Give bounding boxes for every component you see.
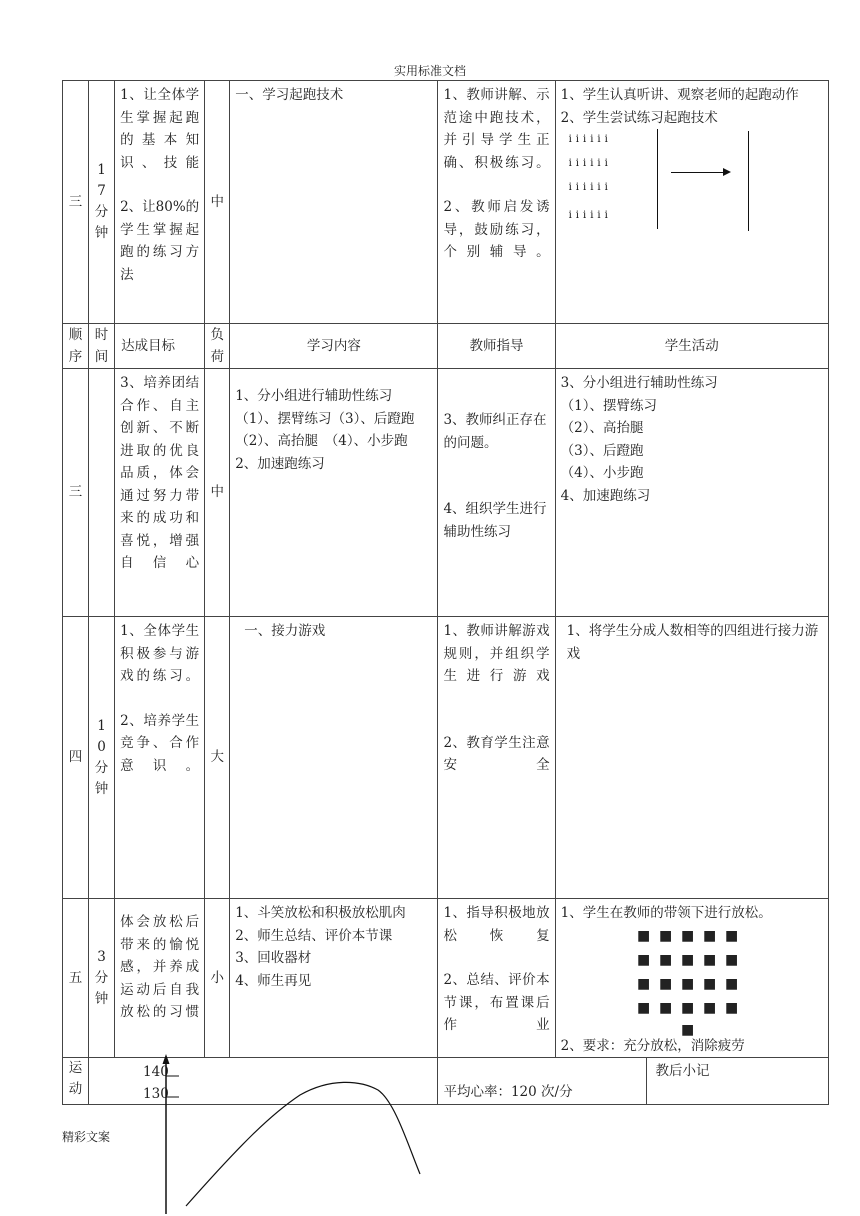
- runner-icons-row: ⅰⅰⅰⅰⅰⅰ: [568, 134, 612, 145]
- row3-load: 大: [205, 617, 230, 899]
- finish-line: [748, 131, 749, 231]
- row3-time: 1 0 分 钟: [89, 617, 115, 899]
- tick-140: 140: [143, 1064, 169, 1080]
- row1-goal: 1、让全体学生掌握起跑的基本知识、技能 2、让80%的学生掌握起跑的练习方法: [115, 81, 205, 324]
- header-teacher: 教师指导: [438, 324, 555, 369]
- row1-content: 一、学习起跑技术: [230, 81, 438, 324]
- post-lesson-notes: 教后小记: [655, 1063, 710, 1079]
- relax-formation-diagram: [561, 925, 823, 1038]
- person-icon: ■: [658, 975, 673, 992]
- row2-teacher: 3、教师纠正存在的问题。 4、组织学生进行辅助性练习: [438, 369, 555, 617]
- person-icon: ■: [724, 927, 739, 944]
- person-icon: ■: [636, 999, 651, 1016]
- runners-diagram: [561, 129, 823, 249]
- person-icon: ■: [658, 951, 673, 968]
- row2-load: 中: [205, 369, 230, 617]
- person-icon: ■: [724, 999, 739, 1016]
- row1-teacher: 1、教师讲解、示范途中跑技术，并引导学生正确、积极练习。 2、教师启发诱导，鼓励练习，个别辅导。: [438, 81, 555, 324]
- tick-130: 130: [143, 1086, 169, 1102]
- y-axis-arrow-icon: [163, 1054, 170, 1064]
- person-icon: ■: [702, 927, 717, 944]
- row3-order: 四: [63, 617, 89, 899]
- row1-student: 1、学生认真听讲、观察老师的起跑动作 2、学生尝试练习起跑技术 ⅰⅰⅰⅰⅰⅰ ⅰⅰⅰⅰⅰⅰ ⅰⅰⅰⅰⅰⅰ ⅰⅰⅰⅰⅰⅰ: [555, 81, 828, 324]
- person-icon: ■: [702, 999, 717, 1016]
- row4-time: 3 分 钟: [89, 899, 115, 1058]
- row3-student: 1、将学生分成人数相等的四组进行接力游戏: [555, 617, 828, 899]
- person-icon: ■: [680, 927, 695, 944]
- person-icon: ■: [658, 927, 673, 944]
- row4-goal: 体会放松后带来的愉悦感，并养成运动后自我放松的习惯: [115, 899, 205, 1058]
- row2-student: 3、分小组进行辅助性练习 （1）、摆臂练习 （2）、高抬腿 （3）、后蹬跑 （4）、小步跑 4、加速跑练习: [555, 369, 828, 617]
- heart-rate-summary: [438, 1058, 829, 1105]
- table-row: [63, 617, 829, 899]
- row1-load: 中: [205, 81, 230, 324]
- heart-rate-curve-graph: [150, 1050, 450, 1216]
- start-line: [657, 129, 658, 229]
- row4-teacher: 1、指导积极地放松恢复 2、总结、评价本节课，布置课后作业: [438, 899, 555, 1058]
- person-icon: ■: [724, 975, 739, 992]
- teacher-icon: ■: [680, 1021, 695, 1038]
- person-icon: ■: [702, 951, 717, 968]
- header-goal: 达成目标: [115, 324, 205, 369]
- page-header-title: 实用标准文档: [393, 64, 466, 78]
- row1-order: 三: [63, 81, 89, 324]
- header-order: 顺序: [63, 324, 89, 369]
- arrow-head-icon: [723, 168, 731, 176]
- runner-icons-row: ⅰⅰⅰⅰⅰⅰ: [568, 182, 612, 193]
- lesson-plan-table: [62, 80, 829, 1105]
- table-row: [63, 81, 829, 324]
- person-icon: ■: [724, 951, 739, 968]
- runner-icons-row: ⅰⅰⅰⅰⅰⅰ: [568, 158, 612, 169]
- row1-time: 1 7 分 钟: [89, 81, 115, 324]
- heart-rate-curve: [186, 1082, 420, 1206]
- person-icon: ■: [702, 975, 717, 992]
- run-direction-arrow: [671, 172, 723, 173]
- page-footer: 精彩文案: [62, 1130, 111, 1144]
- row2-content: 1、分小组进行辅助性练习 （1）、摆臂练习（3）、后蹬跑 （2）、高抬腿 （4）、小步跑 2、加速跑练习: [230, 369, 438, 617]
- row4-content: 1、斗笑放松和积极放松肌肉 2、师生总结、评价本节课 3、回收器材 4、师生再见: [230, 899, 438, 1058]
- row2-order: 三: [63, 369, 89, 617]
- row4-load: 小: [205, 899, 230, 1058]
- row4-order: 五: [63, 899, 89, 1058]
- person-icon: ■: [680, 951, 695, 968]
- row3-teacher: 1、教师讲解游戏规则，并组织学生进行游戏 2、教育学生注意安全: [438, 617, 555, 899]
- row4-student: 1、学生在教师的带领下进行放松。 ■ ■ ■ ■ ■ ■ ■ ■ ■ ■ ■ ■ ■ ■ ■ ■ ■ ■ ■ ■ ■ 2、要求：充分放松，消除疲劳: [555, 899, 828, 1058]
- person-icon: ■: [658, 999, 673, 1016]
- person-icon: ■: [680, 999, 695, 1016]
- row3-content: 一、接力游戏: [230, 617, 438, 899]
- table-row: [63, 899, 829, 1058]
- heart-rate-label: 运 动: [63, 1058, 89, 1105]
- header-content: 学习内容: [230, 324, 438, 369]
- header-student: 学生活动: [555, 324, 828, 369]
- runner-icons-row: ⅰⅰⅰⅰⅰⅰ: [568, 210, 612, 221]
- person-icon: ■: [636, 975, 651, 992]
- table-row: [63, 369, 829, 617]
- table-header-row: [63, 324, 829, 369]
- row2-goal: 3、培养团结合作、自主创新、不断进取的优良品质，体会通过努力带来的成功和喜悦，增强自信心: [115, 369, 205, 617]
- person-icon: ■: [680, 975, 695, 992]
- header-load: 负荷: [205, 324, 230, 369]
- header-time: 时间: [89, 324, 115, 369]
- person-icon: ■: [636, 927, 651, 944]
- average-heart-rate: 平均心率：120 次/分: [443, 1084, 573, 1100]
- row2-time: [89, 369, 115, 617]
- person-icon: ■: [636, 951, 651, 968]
- row3-goal: 1、全体学生积极参与游戏的练习。 2、培养学生竞争、合作意识。: [115, 617, 205, 899]
